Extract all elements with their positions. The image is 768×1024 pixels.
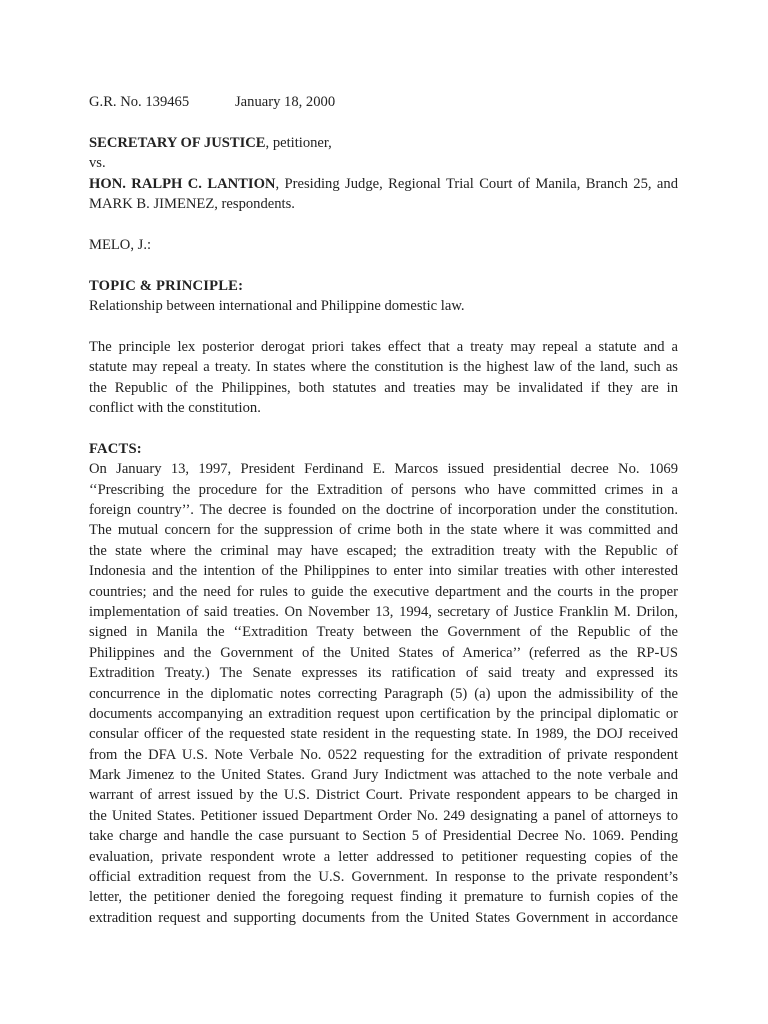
topic-text: Relationship between international and Philippine domestic law. <box>89 298 465 315</box>
facts-line: the state where the criminal may have escaped; the extradition treaty with the Republic of <box>89 542 678 559</box>
respondent-line-1 <box>89 174 678 194</box>
facts-line: ‘‘Prescribing the procedure for the Extradition of persons who have committed crimes in a <box>89 481 678 498</box>
facts-line: The mutual concern for the suppression of crime both in the state where it was committed and <box>89 522 678 539</box>
respondent-name: HON. RALPH C. LANTION <box>89 175 276 192</box>
facts-line: official extradition request from the U.S. Government. In response to the private respondent’s <box>89 869 678 886</box>
facts-line: take charge and handle the case pursuant to Section 5 of Presidential Decree No. 1069. Pending <box>89 828 678 845</box>
ponente: MELO, J.: <box>89 236 152 253</box>
petitioner-role: , petitioner, <box>265 134 332 151</box>
respondent-role: , Presiding Judge, Regional Trial Court of Manila, Branch 25, and <box>275 175 679 192</box>
case-number: G.R. No. 139465 <box>89 94 190 110</box>
principle-line: statute may repeal a treaty. In states where the constitution is the highest law of the land, such as <box>89 359 678 376</box>
case-header <box>89 92 678 112</box>
facts-line: documents accompanying an extradition request upon certification by the principal diplomatic or <box>89 705 678 722</box>
versus-line: vs. <box>89 155 106 172</box>
facts-line: from the DFA U.S. Note Verbale No. 0522 requesting for the extradition of private respondent <box>89 746 678 763</box>
facts-line: signed in Manila the ‘‘Extradition Treaty between the Government of the Republic of the <box>89 624 678 641</box>
respondent-line-2: MARK B. JIMENEZ, respondents. <box>89 196 295 213</box>
facts-line: countries; and the need for rules to guide the executive department and the courts in the proper <box>89 583 678 600</box>
decision-date: January 18, 2000 <box>235 94 336 110</box>
principle-line: The principle lex posterior derogat priori takes effect that a treaty may repeal a statute and a <box>89 338 678 355</box>
principle-paragraph <box>89 337 678 419</box>
facts-line: consular officer of the requested state resident in the requesting state. In 1989, the DOJ received <box>89 726 678 743</box>
facts-line: Mark Jimenez to the United States. Grand Jury Indictment was attached to the note verbale and <box>89 767 678 784</box>
facts-line: the United States. Petitioner issued Department Order No. 249 designating a panel of attorneys to <box>89 807 678 824</box>
facts-line: extradition request and supporting documents from the United States Government in accordance <box>89 909 678 926</box>
facts-line: Extradition Treaty.) The Senate expresses its ratification of said treaty and expressed its <box>89 665 678 682</box>
facts-line: letter, the petitioner denied the foregoing request finding it premature to furnish copies of the <box>89 889 678 906</box>
facts-heading: FACTS: <box>89 440 142 457</box>
facts-line: implementation of said treaties. On November 13, 1994, secretary of Justice Franklin M. Drilon, <box>89 603 678 620</box>
facts-line: warrant of arrest issued by the U.S. District Court. Private respondent appears to be charged in <box>89 787 678 804</box>
petitioner-line <box>89 133 678 153</box>
facts-line: On January 13, 1997, President Ferdinand E. Marcos issued presidential decree No. 1069 <box>89 461 678 478</box>
topic-heading: TOPIC & PRINCIPLE: <box>89 277 244 294</box>
document-body <box>89 92 678 928</box>
principle-line: the Republic of the Philippines, both statutes and treaties may be invalidated if they are in <box>89 379 678 396</box>
facts-paragraph <box>89 459 678 928</box>
facts-line: foreign country’’. The decree is founded on the doctrine of incorporation under the constitution. <box>89 502 678 519</box>
facts-line: concurrence in the diplomatic notes correcting Paragraph (5) (a) upon the admissibility of the <box>89 685 678 702</box>
facts-line: Philippines and the Government of the United States of America’’ (referred as the RP-US <box>89 644 678 661</box>
facts-line: evaluation, private respondent wrote a letter addressed to petitioner requesting copies of the <box>89 848 678 865</box>
petitioner-name: SECRETARY OF JUSTICE <box>89 134 266 151</box>
facts-line: Indonesia and the intention of the Philippines to enter into similar treaties with other interested <box>89 563 678 580</box>
principle-line: conflict with the constitution. <box>89 400 261 417</box>
